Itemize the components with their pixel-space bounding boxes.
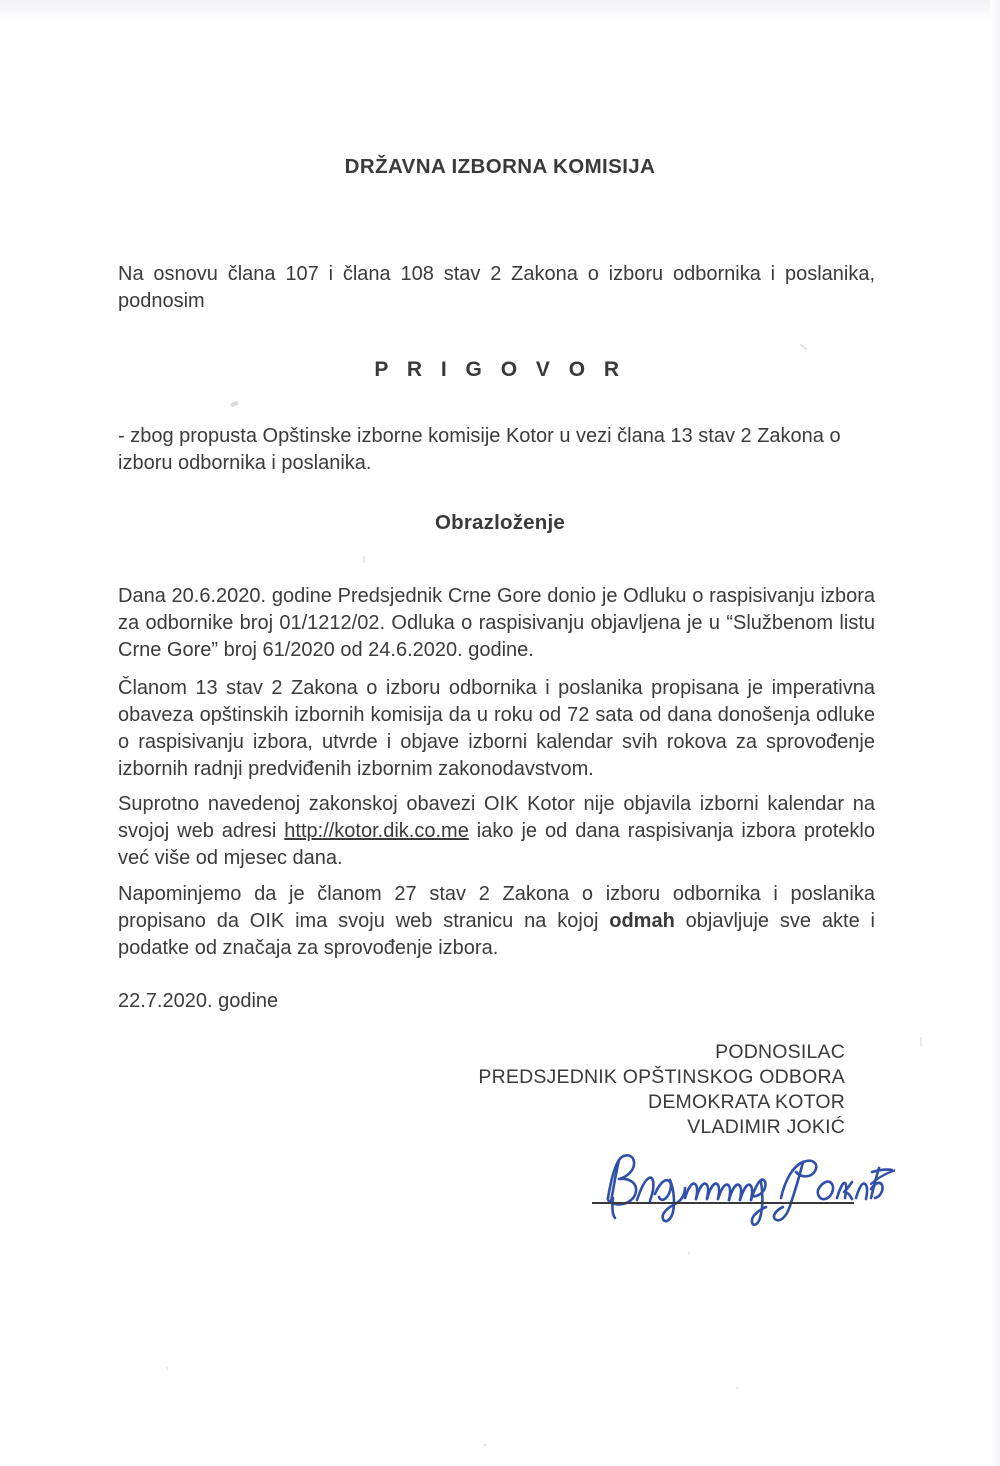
explanation-paragraph-1: Dana 20.6.2020. godine Predsjednik Crne Gore donio je Odluku o raspisivanju izbora za odbornike broj 01/1212/02. Odluka o raspisivanju objavljena je u “Službenom listu Crne Gore” broj 61/2020 od 24.6.2020. godine. [118, 585, 875, 661]
explanation-paragraph-3 [118, 791, 875, 872]
handwritten-signature [575, 1140, 895, 1250]
scan-tint-top-edge [0, 0, 1000, 26]
scan-speck [736, 1387, 739, 1389]
signature-person-name: VLADIMIR JOKIĆ [687, 1116, 845, 1138]
scan-speck [799, 343, 807, 350]
handwritten-signature-ink [575, 1140, 895, 1250]
explanation-paragraph-4-text-before: Napominjemo da je članom 27 stav 2 Zakona o izboru odbornika i poslanika propisano da OIK ima svoju web stranicu na kojoj [118, 883, 875, 932]
scan-speck [363, 556, 365, 563]
signature-org-name: DEMOKRATA KOTOR [648, 1091, 845, 1113]
intro-paragraph: Na osnovu člana 107 i člana 108 stav 2 Zakona o izboru odbornika i poslanika, podnosim [118, 263, 875, 312]
scan-tint-right-edge [990, 0, 1000, 1466]
signature-role-president: PREDSJEDNIK OPŠTINSKOG ODBORA [478, 1066, 845, 1088]
explanation-paragraph-4-text-after: objavljuje sve akte i podatke od značaja za sprovođenje izbora. [118, 910, 875, 959]
scan-speck [483, 1444, 487, 1446]
document-type-title: P R I G O V O R [374, 358, 626, 381]
signature-role-submitter: PODNOSILAC [715, 1041, 845, 1063]
explanation-paragraph-3-text-after: iako je od dana raspisivanja izbora proteklo već više od mjesec dana. [118, 820, 875, 869]
scan-speck [688, 1251, 690, 1255]
scan-speck [920, 1037, 922, 1046]
signature-block [400, 1040, 845, 1140]
scan-speck [231, 401, 239, 407]
explanation-paragraph-4 [118, 881, 875, 962]
explanation-paragraph-2: Članom 13 stav 2 Zakona o izboru odbornika i poslanika propisana je imperativna obaveza opštinskih izbornih komisija da u roku od 72 sata od dana donošenja odluke o raspisivanju izbora, utvrde i objave izborni kalendar svih rokova za sprovođenje izbornih radnji predviđenih izbornim zakonodavstvom. [118, 677, 875, 780]
subject-paragraph: - zbog propusta Opštinske izborne komisije Kotor u vezi člana 13 stav 2 Zakona o izboru odbornika i poslanika. [118, 425, 841, 474]
explanation-paragraph-3-text-before: Suprotno navedenoj zakonskoj obavezi OIK Kotor nije objavila izborni kalendar na svojoj web adresi [118, 793, 875, 842]
emphasis-odmah: odmah [609, 910, 675, 932]
section-heading-explanation: Obrazloženje [435, 511, 565, 534]
document-header-title: DRŽAVNA IZBORNA KOMISIJA [344, 155, 656, 178]
signature-rule-line [592, 1202, 854, 1204]
document-date: 22.7.2020. godine [118, 990, 279, 1012]
oik-website-link[interactable]: http://kotor.dik.co.me [284, 820, 469, 842]
scan-speck [166, 1366, 168, 1371]
